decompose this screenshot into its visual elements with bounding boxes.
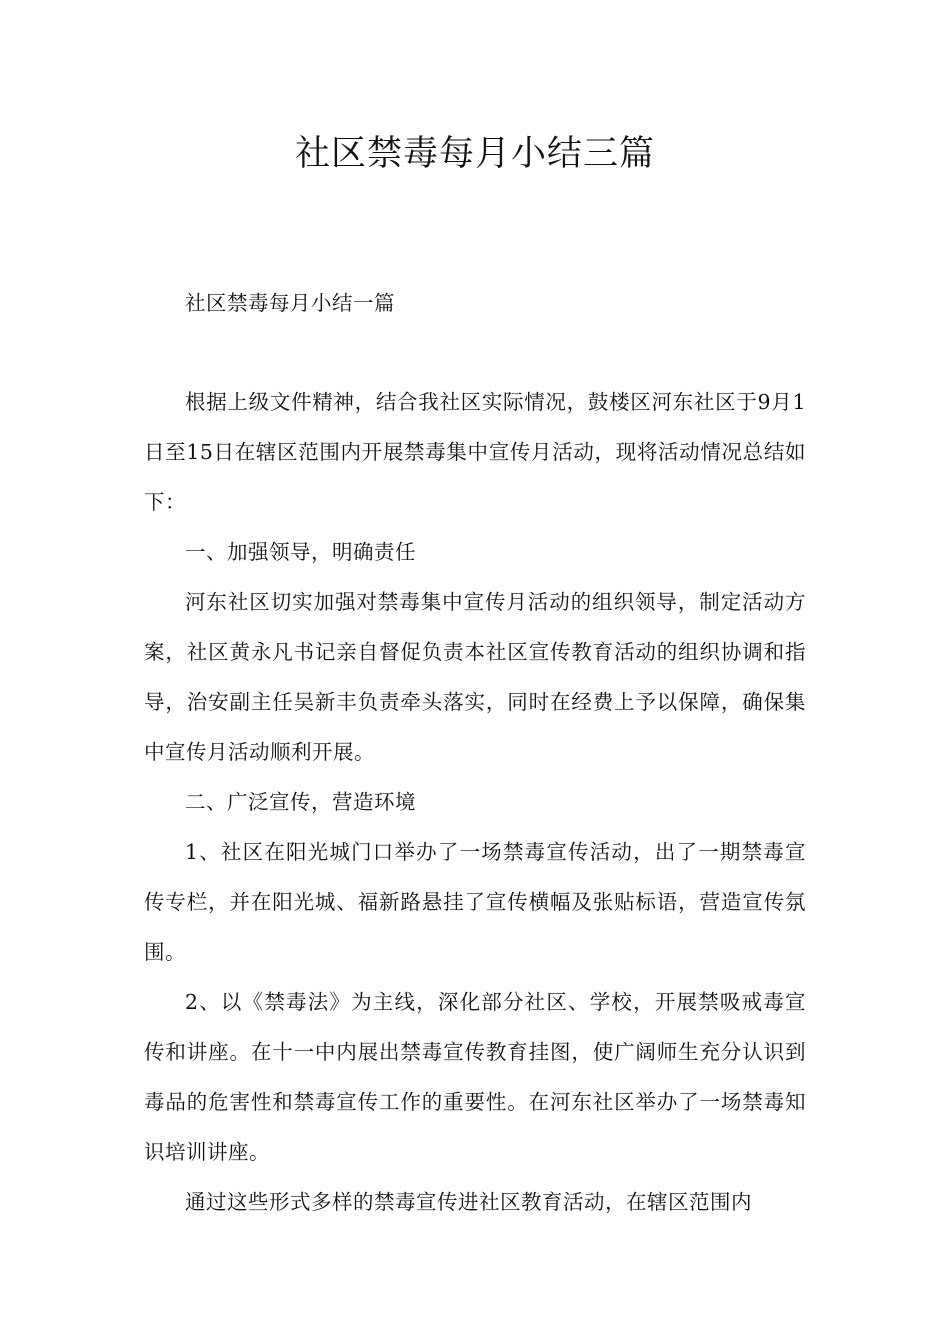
section-subtitle: 社区禁毒每月小结一篇	[185, 291, 395, 315]
paragraph-intro: 根据上级文件精神，结合我社区实际情况，鼓楼区河东社区于9月1日至15日在辖区范围内开展禁毒集中宣传月活动，现将活动情况总结如下：	[144, 390, 806, 514]
paragraph-item-1: 1、社区在阳光城门口举办了一场禁毒宣传活动，出了一期禁毒宣传专栏，并在阳光城、福新路悬挂了宣传横幅及张贴标语，营造宣传氛围。	[144, 840, 806, 964]
heading-section-1: 一、加强领导，明确责任	[185, 540, 416, 564]
paragraph-closing: 通过这些形式多样的禁毒宣传进社区教育活动，在辖区范围内	[185, 1190, 752, 1214]
paragraph-section-1: 河东社区切实加强对禁毒集中宣传月活动的组织领导，制定活动方案，社区黄永凡书记亲自督促负责本社区宣传教育活动的组织协调和指导，治安副主任吴新丰负责牵头落实，同时在经费上予以保障，确保集中宣传月活动顺利开展。	[144, 590, 806, 764]
document-title: 社区禁毒每月小结三篇	[294, 134, 655, 174]
section-subtitle-block	[144, 278, 806, 328]
document-body	[144, 377, 806, 1227]
paragraph-item-2: 2、以《禁毒法》为主线，深化部分社区、学校，开展禁吸戒毒宣传和讲座。在十一中内展出禁毒宣传教育挂图，使广阔师生充分认识到毒品的危害性和禁毒宣传工作的重要性。在河东社区举办了一场禁毒知识培训讲座。	[144, 990, 806, 1164]
heading-section-2: 二、广泛宣传，营造环境	[185, 790, 416, 814]
